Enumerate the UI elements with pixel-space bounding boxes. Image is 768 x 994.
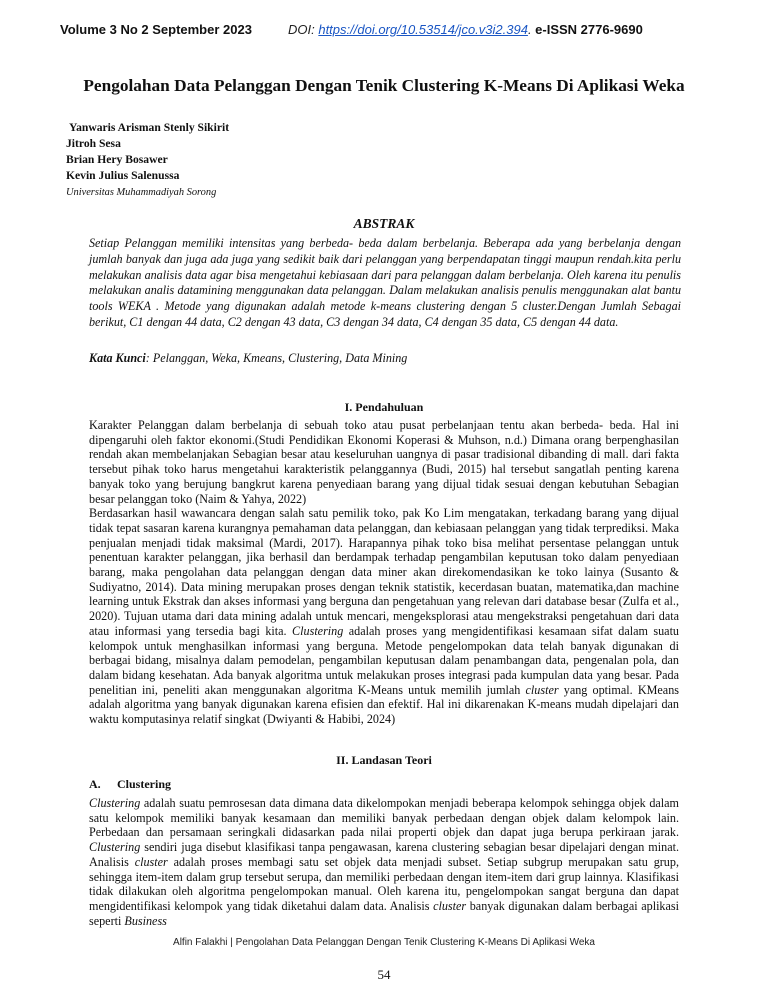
abstract-text: Setiap Pelanggan memiliki intensitas yang berbeda- beda dalam berbelanja. Beberapa ada yang berbelanja dengan jumlah banyak dan juga ada juga yang sedikit baik dari pelanggan yang berpendapatan tinggi maupun rendah.kita perlu melakukan analisis data agar bisa mengetahui kebiasaan dari para pelanggan dalam berbelanja. Oleh karena itu penulis melakukan analis datamining menggunakan data pelanggan. Dalam melakukan analisis penulis menggunakan alat bantu tools WEKA . Metode yang digunakan adalah metode k-means clustering dengan 5 cluster.Dengan Jumlah Sebagai berikut, C1 dengan 44 data, C2 dengan 43 data, C3 dengan 34 data, C4 dengan 35 data, C5 dengan 44 data. xyxy=(89,236,681,329)
emphasis: Clustering xyxy=(89,796,141,810)
abstract-heading: ABSTRAK xyxy=(353,216,415,231)
paragraph: Karakter Pelanggan dalam berbelanja di sebuah toko atau pusat perbelanjaan tentu akan berbeda- beda. Hal ini dipengaruhi oleh faktor ekonomi.(Studi Pendidikan Ekonomi Koperasi & Muhson, n.d.) Dimana orang berpenghasilan rendah akan membelanjakan Sebagian besar atau keseluruhan uangnya di pasar tradisional dibanding di mall. dari fakta tersebut pihak toko harus mengetahui karakteristik pelanggannya (Budi, 2015) hal tersebut sangatlah penting karena banyak toko yang berujung bangkrut karena penyediaan barang yang dijual tidak sesuai dengan kebutuhan Sebagian besar pelanggan toko (Naim & Yahya, 2022) xyxy=(89,418,679,506)
subsection-title: Clustering xyxy=(117,777,171,791)
running-footer: Alfin Falakhi | Pengolahan Data Pelanggan Dengan Tenik Clustering K-Means Di Aplikasi Weka xyxy=(173,937,595,948)
paragraph xyxy=(89,796,679,928)
text-run: sendiri juga disebut klasifikasi tanpa pengawasan, karena clustering sebagian besar dipelajari dengan minat. Analisis xyxy=(89,840,679,869)
paragraph xyxy=(89,506,679,727)
author-name: Kevin Julius Salenussa xyxy=(66,169,180,182)
affiliation: Universitas Muhammadiyah Sorong xyxy=(66,187,217,198)
section-body-clustering xyxy=(89,796,679,928)
subsection-number: A. xyxy=(89,777,101,791)
author-list xyxy=(66,120,229,184)
journal-volume: Volume 3 No 2 September 2023 xyxy=(60,22,252,37)
keywords-label: Kata Kunci xyxy=(89,351,146,365)
emphasis: cluster xyxy=(525,682,559,697)
emphasis: cluster xyxy=(433,898,467,913)
text-run: yang optimal. KMeans adalah algoritma yang banyak digunakan karena efisien dan efektif. Hal ini dikarenakan K-means mudah dipelajari dan waktu komputasinya relatif singkat (Dwiyanti & Habibi, 2024) xyxy=(89,682,679,727)
text-run: Berdasarkan hasil wawancara dengan salah satu pemilik toko, pak Ko Lim mengatakan, terkadang barang yang dijual tidak tepat sasaran karena kurangnya pemahaman data pelanggan, dan kebiasaan pelanggan yang tidak terprediksi. Maka penjualan menjadi tidak maksimal (Mardi, 2017). Harapannya pihak toko bisa melihat persentase pelanggan untuk penentuan karakter pelanggan, jika berhasil dan berdampak terhadap pengambilan keputusan toko dalam penyediaan barang, maka pengolahan data pelanggan dengan data miner akan direkomendasikan ke toko lainya (Susanto & Sudiyatno, 2014). Data mining merupakan proses dengan teknik statistik, kecerdasan buatan, matematika,dan machine learning untuk Ekstrak dan akses informasi yang berguna dan pengetahuan yang relevan dari database besar (Zulfa et al., 2020). Tujuan utama dari data mining adalah untuk mencari, mengeksplorasi atau mengekstraksi pengetahuan dari data atau informasi yang tersedia bagi kita. xyxy=(89,506,679,638)
text-run: adalah proses membagi satu set objek data menjadi subset. Setiap subgrup merupakan satu grup, sehingga item-item dalam grup tersebut serupa, dan memiliki perbedaan dengan item-item dari grup lainnya. Klasifikasi tidak dilakukan oleh algoritma pengelompokan manual. Oleh karena itu, pengelompokan sangat berguna dan dapat mengidentifikasi kelompok yang tidak diketahui dalam data. Analisis xyxy=(89,854,679,913)
author-name: Jitroh Sesa xyxy=(66,137,121,150)
emphasis: cluster xyxy=(134,854,168,869)
doi-suffix: . xyxy=(527,22,536,37)
emphasis: Clustering xyxy=(292,623,344,638)
keywords-text: : Pelanggan, Weka, Kmeans, Clustering, Data Mining xyxy=(145,351,408,365)
author-name: Brian Hery Bosawer xyxy=(66,153,168,166)
emphasis: Business xyxy=(124,913,167,928)
subsection-heading-clustering xyxy=(89,777,171,792)
issn: e-ISSN 2776-9690 xyxy=(535,22,643,37)
running-header xyxy=(60,22,708,42)
section-heading-pendahuluan: I. Pendahuluan xyxy=(344,400,424,414)
page-number: 54 xyxy=(377,967,391,982)
text-run: banyak digunakan dalam berbagai aplikasi seperti xyxy=(89,898,679,928)
text-run: adalah suatu pemrosesan data dimana data dikelompokan menjadi beberapa kelompok sehingga objek dalam satu kelompok memiliki banyak kesamaan dan memiliki banyak perbedaan dengan objek dalam kelompok lain. Perbedaan dan persamaan seringkali didasarkan pada nilai properti objek dan dapat juga berupa perkiraan jarak. xyxy=(89,796,679,840)
text-run: adalah proses yang mengidentifikasi kesamaan sifat dalam suatu kelompok untuk menghasilkan informasi yang berguna. Metode pengelompokan data telah banyak digunakan di berbagai bidang, misalnya dalam pemodelan, pengambilan keputusan dalam penambangan data, pengenalan pola, dan dalam bidang kesehatan. Ada banyak algoritma untuk melakukan proses integrasi pada kumpulan data yang besar. Pada penelitian ini, peneliti akan menggunakan algoritma K-Means untuk memilih jumlah xyxy=(89,623,680,697)
paper-title: Pengolahan Data Pelanggan Dengan Tenik Clustering K-Means Di Aplikasi Weka xyxy=(83,76,685,95)
doi-prefix: DOI: xyxy=(288,22,319,37)
author-name: Yanwaris Arisman Stenly Sikirit xyxy=(69,121,230,134)
section-body-pendahuluan xyxy=(89,418,679,727)
keywords xyxy=(89,351,407,366)
emphasis: Clustering xyxy=(89,840,141,855)
doi-link[interactable]: https://doi.org/10.53514/jco.v3i2.394 xyxy=(318,22,528,37)
doi-line xyxy=(288,22,643,37)
section-heading-landasan-teori: II. Landasan Teori xyxy=(336,753,432,767)
